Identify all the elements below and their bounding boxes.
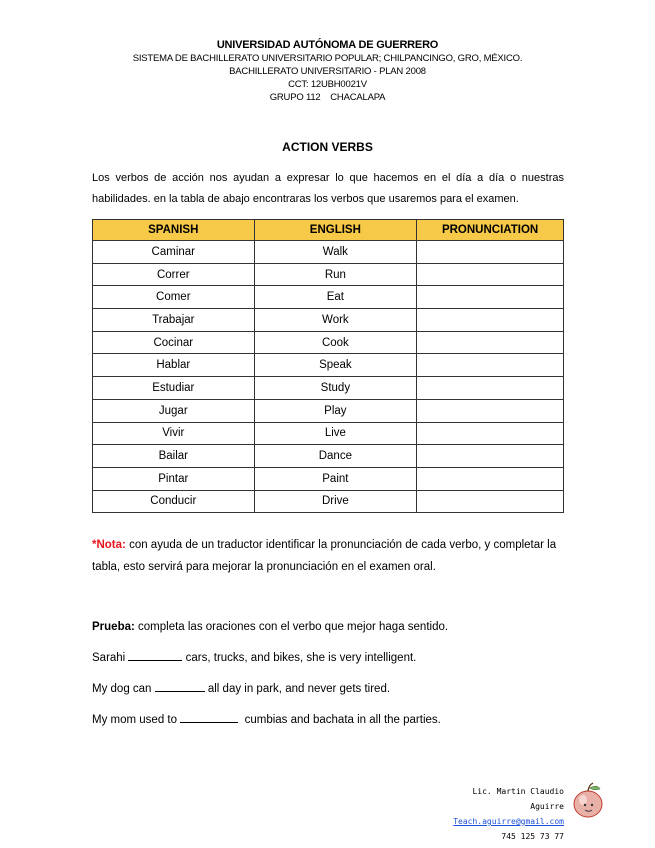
answer-blank-2[interactable]: [155, 681, 205, 692]
spanish-cell: Vivir: [93, 422, 255, 445]
quiz-instruction-text: completa las oraciones con el verbo que mejor haga sentido.: [134, 621, 449, 633]
sentence-end: all day in park, and never gets tired.: [204, 683, 391, 695]
answer-blank-3[interactable]: [180, 712, 238, 723]
spanish-cell: Comer: [93, 286, 255, 309]
pronunciation-cell[interactable]: [417, 263, 564, 286]
pronunciation-cell[interactable]: [417, 309, 564, 332]
teacher-name: Lic. Martin Claudio Aguirre: [472, 787, 564, 811]
english-cell: Walk: [254, 241, 417, 264]
english-cell: Play: [254, 399, 417, 422]
university-name: UNIVERSIDAD AUTÓNOMA DE GUERRERO: [216, 39, 439, 51]
table-row: [93, 309, 564, 332]
english-cell: Paint: [254, 467, 417, 490]
pronunciation-cell[interactable]: [417, 354, 564, 377]
cct-line: CCT: 12UBH0021V: [288, 79, 367, 90]
pronunciation-cell[interactable]: [417, 286, 564, 309]
signature-block: [440, 784, 564, 844]
pronunciation-cell[interactable]: [417, 467, 564, 490]
spanish-cell: Trabajar: [93, 309, 255, 332]
pronunciation-cell[interactable]: [417, 241, 564, 264]
table-row: [93, 422, 564, 445]
system-name: SISTEMA DE BACHILLERATO UNIVERSITARIO POPULAR; CHILPANCINGO, GRO, MÉXICO.: [132, 53, 523, 64]
teacher-email-link[interactable]: Teach.aguirre@gmail.com: [453, 817, 564, 826]
spanish-cell: Cocinar: [93, 331, 255, 354]
quiz-instruction: [92, 618, 572, 636]
english-cell: Cook: [254, 331, 417, 354]
column-header-pronunciation: PRONUNCIATION: [417, 220, 564, 241]
answer-blank-1[interactable]: [128, 650, 182, 661]
table-row: [93, 241, 564, 264]
table-row: [93, 263, 564, 286]
spanish-cell: Bailar: [93, 445, 255, 468]
pronunciation-cell[interactable]: [417, 445, 564, 468]
group-line: GRUPO 112 CHACALAPA: [269, 92, 386, 103]
spanish-cell: Pintar: [93, 467, 255, 490]
english-cell: Drive: [254, 490, 417, 513]
quiz-sentence-1: [92, 649, 572, 667]
english-cell: Speak: [254, 354, 417, 377]
table-row: [93, 399, 564, 422]
page-title: ACTION VERBS: [282, 140, 373, 154]
note-text: con ayuda de un traductor identificar la pronunciación de cada verbo, y completar la tabla, esto servirá para mejorar la pronunciación en el examen oral.: [92, 539, 557, 573]
table-row: [93, 490, 564, 513]
quiz-sentence-2: [92, 680, 572, 698]
quiz-label: Prueba:: [92, 621, 135, 633]
table-row: [93, 286, 564, 309]
note-label: *Nota:: [92, 539, 126, 551]
english-cell: Work: [254, 309, 417, 332]
spanish-cell: Conducir: [93, 490, 255, 513]
spanish-cell: Caminar: [93, 241, 255, 264]
apple-icon: [567, 778, 609, 820]
verbs-table: [92, 219, 564, 513]
english-cell: Run: [254, 263, 417, 286]
table-row: [93, 331, 564, 354]
quiz-section: [92, 618, 572, 742]
english-cell: Live: [254, 422, 417, 445]
english-cell: Study: [254, 377, 417, 400]
table-row: [93, 467, 564, 490]
document-header: [0, 38, 655, 104]
teacher-phone: 745 125 73 77: [501, 832, 564, 841]
spanish-cell: Hablar: [93, 354, 255, 377]
spanish-cell: Correr: [93, 263, 255, 286]
plan-line: BACHILLERATO UNIVERSITARIO - PLAN 2008: [229, 66, 426, 77]
quiz-sentence-3: [92, 711, 572, 729]
table-header-row: [93, 220, 564, 241]
pronunciation-cell[interactable]: [417, 399, 564, 422]
table-row: [93, 377, 564, 400]
sentence-end: cars, trucks, and bikes, she is very intelligent.: [182, 652, 417, 664]
sentence-start: My dog can: [92, 683, 155, 695]
english-cell: Eat: [254, 286, 417, 309]
spanish-cell: Jugar: [93, 399, 255, 422]
pronunciation-cell[interactable]: [417, 377, 564, 400]
table-row: [93, 445, 564, 468]
note-paragraph: [92, 534, 572, 578]
column-header-english: ENGLISH: [254, 220, 417, 241]
english-cell: Dance: [254, 445, 417, 468]
sentence-end: cumbias and bachata in all the parties.: [238, 714, 441, 726]
sentence-start: My mom used to: [92, 714, 181, 726]
pronunciation-cell[interactable]: [417, 490, 564, 513]
sentence-start: Sarahi: [92, 652, 129, 664]
intro-paragraph: Los verbos de acción nos ayudan a expresar lo que hacemos en el día a día o nuestras habilidades. en la tabla de abajo encontraras los verbos que usaremos para el examen.: [92, 172, 564, 205]
pronunciation-cell[interactable]: [417, 422, 564, 445]
spanish-cell: Estudiar: [93, 377, 255, 400]
table-row: [93, 354, 564, 377]
pronunciation-cell[interactable]: [417, 331, 564, 354]
column-header-spanish: SPANISH: [93, 220, 255, 241]
